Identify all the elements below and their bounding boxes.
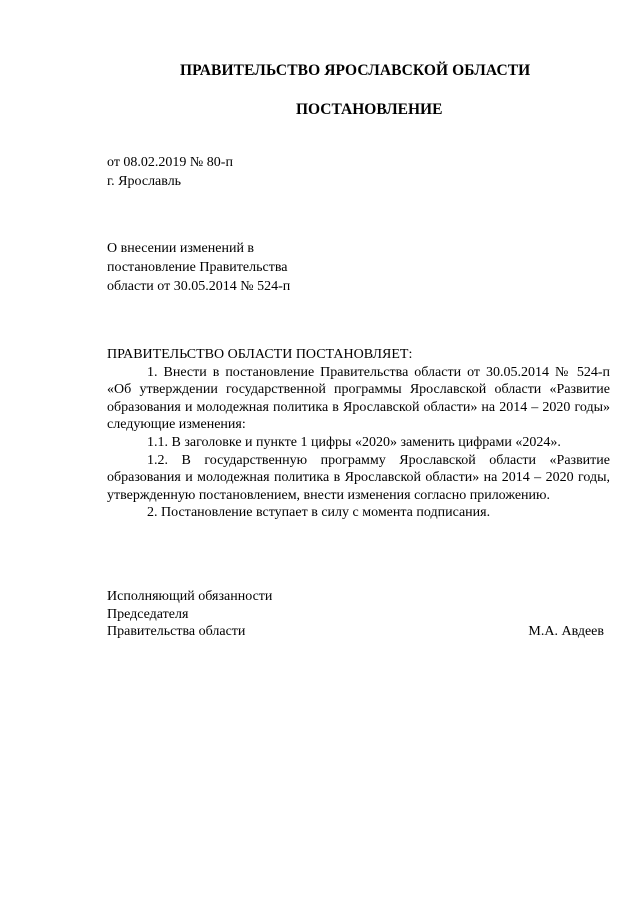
subject-line-2: постановление Правительства — [107, 260, 288, 275]
paragraph-2: 2. Постановление вступает в силу с момента подписания. — [147, 505, 491, 521]
document-body — [107, 346, 610, 522]
subject-line-1: О внесении изменений в — [107, 241, 255, 256]
city: г. Ярославль — [107, 174, 182, 189]
paragraph-1: 1. Внести в постановление Правительства области от 30.05.2014 № 524-п «Об утверждении государственной программы Ярославской области «Развитие образования и молодежная политика в Ярославской области» на 2014 – 2020 годы» следующие изменения: — [107, 364, 610, 433]
government-title: ПРАВИТЕЛЬСТВО ЯРОСЛАВСКОЙ ОБЛАСТИ — [180, 62, 531, 79]
signature-line-3: Правительства области — [107, 624, 246, 640]
date-number: от 08.02.2019 № 80-п — [107, 155, 233, 170]
signature-row — [107, 623, 610, 641]
document-meta — [107, 153, 233, 191]
signatory-name: М.А. Авдеев — [528, 624, 604, 640]
document-subject — [107, 239, 290, 296]
signature-line-1: Исполняющий обязанности — [107, 589, 273, 604]
document-type-title: ПОСТАНОВЛЕНИЕ — [296, 101, 443, 118]
signature-block — [107, 588, 610, 641]
paragraph-1-1: 1.1. В заголовке и пункте 1 цифры «2020» заменить цифрами «2024». — [147, 434, 561, 450]
signature-line-2: Председателя — [107, 606, 189, 622]
subject-line-3: области от 30.05.2014 № 524-п — [107, 279, 291, 294]
resolution-lead: ПРАВИТЕЛЬСТВО ОБЛАСТИ ПОСТАНОВЛЯЕТ: — [107, 347, 413, 362]
paragraph-1-2: 1.2. В государственную программу Ярославской области «Развитие образования и молодежная политика в Ярославской области» на 2014 – 2020 годы, утвержденную постановлением, внести изменения согласно приложению. — [107, 452, 610, 503]
